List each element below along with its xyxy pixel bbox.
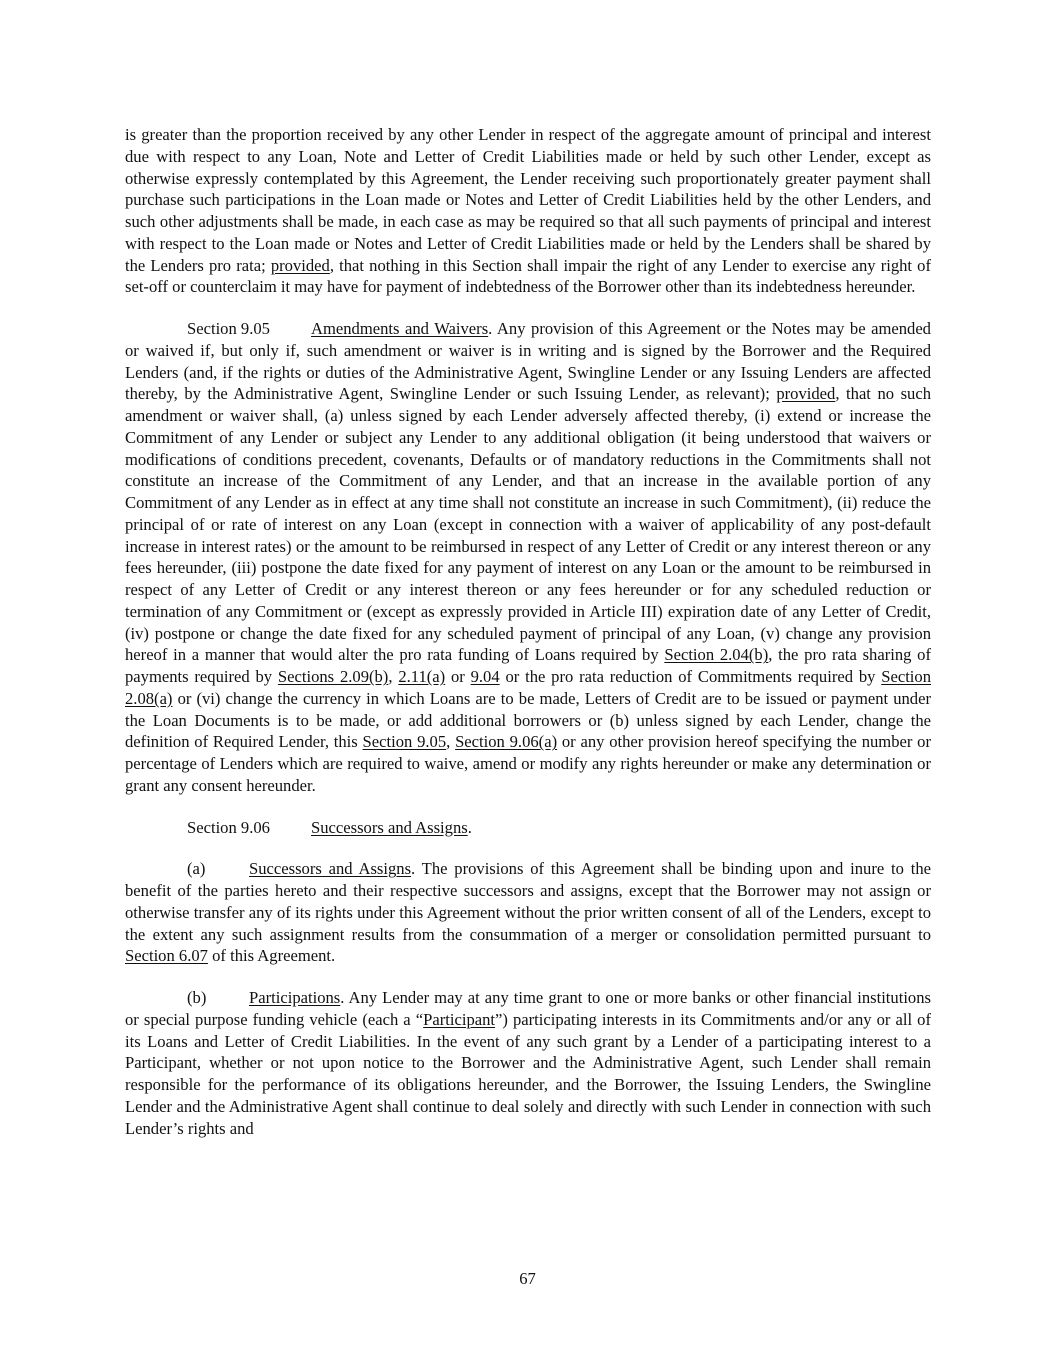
heading-period: . xyxy=(467,817,472,837)
cross-reference: Section 9.05 xyxy=(362,732,447,752)
defined-term: Participant xyxy=(423,1009,496,1029)
text-segment: . Any provision of this Agreement or the Notes may be amended or waived if, but only if, such amendment or waiver is in writing and is signed by the Borrower and the Required Lenders (and, if the rights or duties of the Administrative Agent, Swingline Lender or any Issuing Lenders are affected thereby, by the Administrative Agent, Swingline Lender or such Issuing Lender, as relevant); xyxy=(125,319,931,404)
text-segment: of this Agreement. xyxy=(207,946,336,966)
provided-term: provided xyxy=(270,255,330,275)
section-heading: Amendments and Waivers xyxy=(311,319,489,338)
cross-reference: Sections 2.09(b) xyxy=(277,667,389,686)
text-segment: or the pro rata reduction of Commitments required by xyxy=(499,667,882,686)
text-segment: ”) participating interests in its Commitments and/or any or all of its Loans and Letter of Credit Liabilities. In the event of any such grant by a Lender of a participating interest to a Participant, whether or not upon notice to the Borrower and the Administrative Agent, such Lender shall remain responsible for the performance of its obligations hereunder, and the Borrower, the Issuing Lenders, the Swingline Lender and the Administrative Agent shall continue to deal solely and directly with such Lender in connection with such Lender’s rights and xyxy=(125,1009,931,1138)
section-9-06-heading xyxy=(125,817,931,839)
text-segment: . Any Lender may at any time grant to one or more banks or other financial institutions or special purpose funding vehicle (each a “ xyxy=(125,988,931,1029)
text-segment: , xyxy=(388,667,399,686)
clause-heading: Participations xyxy=(249,988,341,1007)
text-segment: , the pro rata sharing of payments required by xyxy=(125,645,932,686)
continuation-paragraph xyxy=(125,124,931,298)
section-number: Section 9.05 xyxy=(187,319,270,338)
cross-reference: Section 2.08(a) xyxy=(125,667,932,708)
cross-reference: Section 2.04(b) xyxy=(664,645,769,665)
cross-reference: Section 9.06(a) xyxy=(455,732,558,752)
text-segment: or xyxy=(445,667,471,686)
paragraph-b xyxy=(125,987,931,1139)
paragraph-a xyxy=(125,858,931,967)
text-segment: . The provisions of this Agreement shall be binding upon and inure to the benefit of the parties hereto and their respective successors and assigns, except that the Borrower may not assign or otherwise transfer any of its rights under this Agreement without the prior written consent of all of the Lenders, except to the extent any such assignment results from the consummation of a merger or consolidation permitted pursuant to xyxy=(125,859,931,944)
cross-reference: 2.11(a) xyxy=(398,667,446,686)
page-number: 67 xyxy=(519,1269,536,1288)
section-9-05-paragraph xyxy=(125,318,931,797)
text-segment: , xyxy=(446,732,456,752)
clause-heading: Successors and Assigns xyxy=(249,859,412,879)
continuation-text-2: , that nothing in this Section shall impair the right of any Lender to exercise any right of set-off or counterclaim it may have for payment of indebtedness of the Borrower other than its indebtedness hereunder. xyxy=(125,255,931,297)
cross-reference: Section 6.07 xyxy=(125,946,208,966)
section-number: Section 9.06 xyxy=(187,817,270,837)
cross-reference: 9.04 xyxy=(470,667,500,686)
clause-label: (b) xyxy=(187,988,207,1007)
provided-term: provided xyxy=(776,384,836,404)
section-heading: Successors and Assigns xyxy=(311,817,468,837)
text-segment: or (vi) change the currency in which Loans are to be made, Letters of Credit are to be issued or payment under the Loan Documents is to be made, or add additional borrowers or (b) unless signed by each Lender, change the definition of Required Lender, this xyxy=(125,688,931,752)
clause-label: (a) xyxy=(187,859,206,879)
text-segment: or any other provision hereof specifying the number or percentage of Lenders which are required to waive, amend or modify any rights hereunder or make any determination or grant any consent hereunder. xyxy=(125,732,931,795)
text-segment: , that no such amendment or waiver shall, (a) unless signed by each Lender adversely affected thereby, (i) extend or increase the Commitment of any Lender or subject any Lender to any additional obligation (it being understood that waivers or modifications of conditions precedent, covenants, Defaults or of mandatory reductions in the Commitments shall not constitute an increase of the Commitment of any Lender, and that an increase in the available portion of any Commitment of any Lender as in effect at any time shall not constitute an increase in such Commitment), (ii) reduce the principal of or rate of interest on any Loan (except in connection with a waiver of applicability of any post-default increase in interest rates) or the amount to be reimbursed in respect of any Letter of Credit or any interest thereon or any fees hereunder, (iii) postpone the date fixed for any payment of interest on any Loan or the amount to be reimbursed in respect of any Letter of Credit or any interest thereon or any fees hereunder or for any scheduled reduction or termination of any Commitment or (except as expressly provided in Article III) expiration date of any Letter of Credit, (iv) postpone or change the date fixed for any scheduled payment of principal of any Loan, (v) change any provision hereof in a manner that would alter the pro rata funding of Loans required by xyxy=(125,384,931,665)
continuation-text-1: is greater than the proportion received by any other Lender in respect of the aggregate amount of principal and interest due with respect to any Loan, Note and Letter of Credit Liabilities made or held by such other Lender, except as otherwise expressly contemplated by this Agreement, the Lender receiving such proportionately greater payment shall purchase such participations in the Loan made or Notes and Letter of Credit Liabilities held by the other Lenders, and such other adjustments shall be made, in each case as may be required so that all such payments of principal and interest with respect to the Loan made or Notes and Letter of Credit Liabilities made or held by the Lenders shall be shared by the Lenders pro rata; xyxy=(125,125,931,275)
document-page xyxy=(125,124,931,1159)
